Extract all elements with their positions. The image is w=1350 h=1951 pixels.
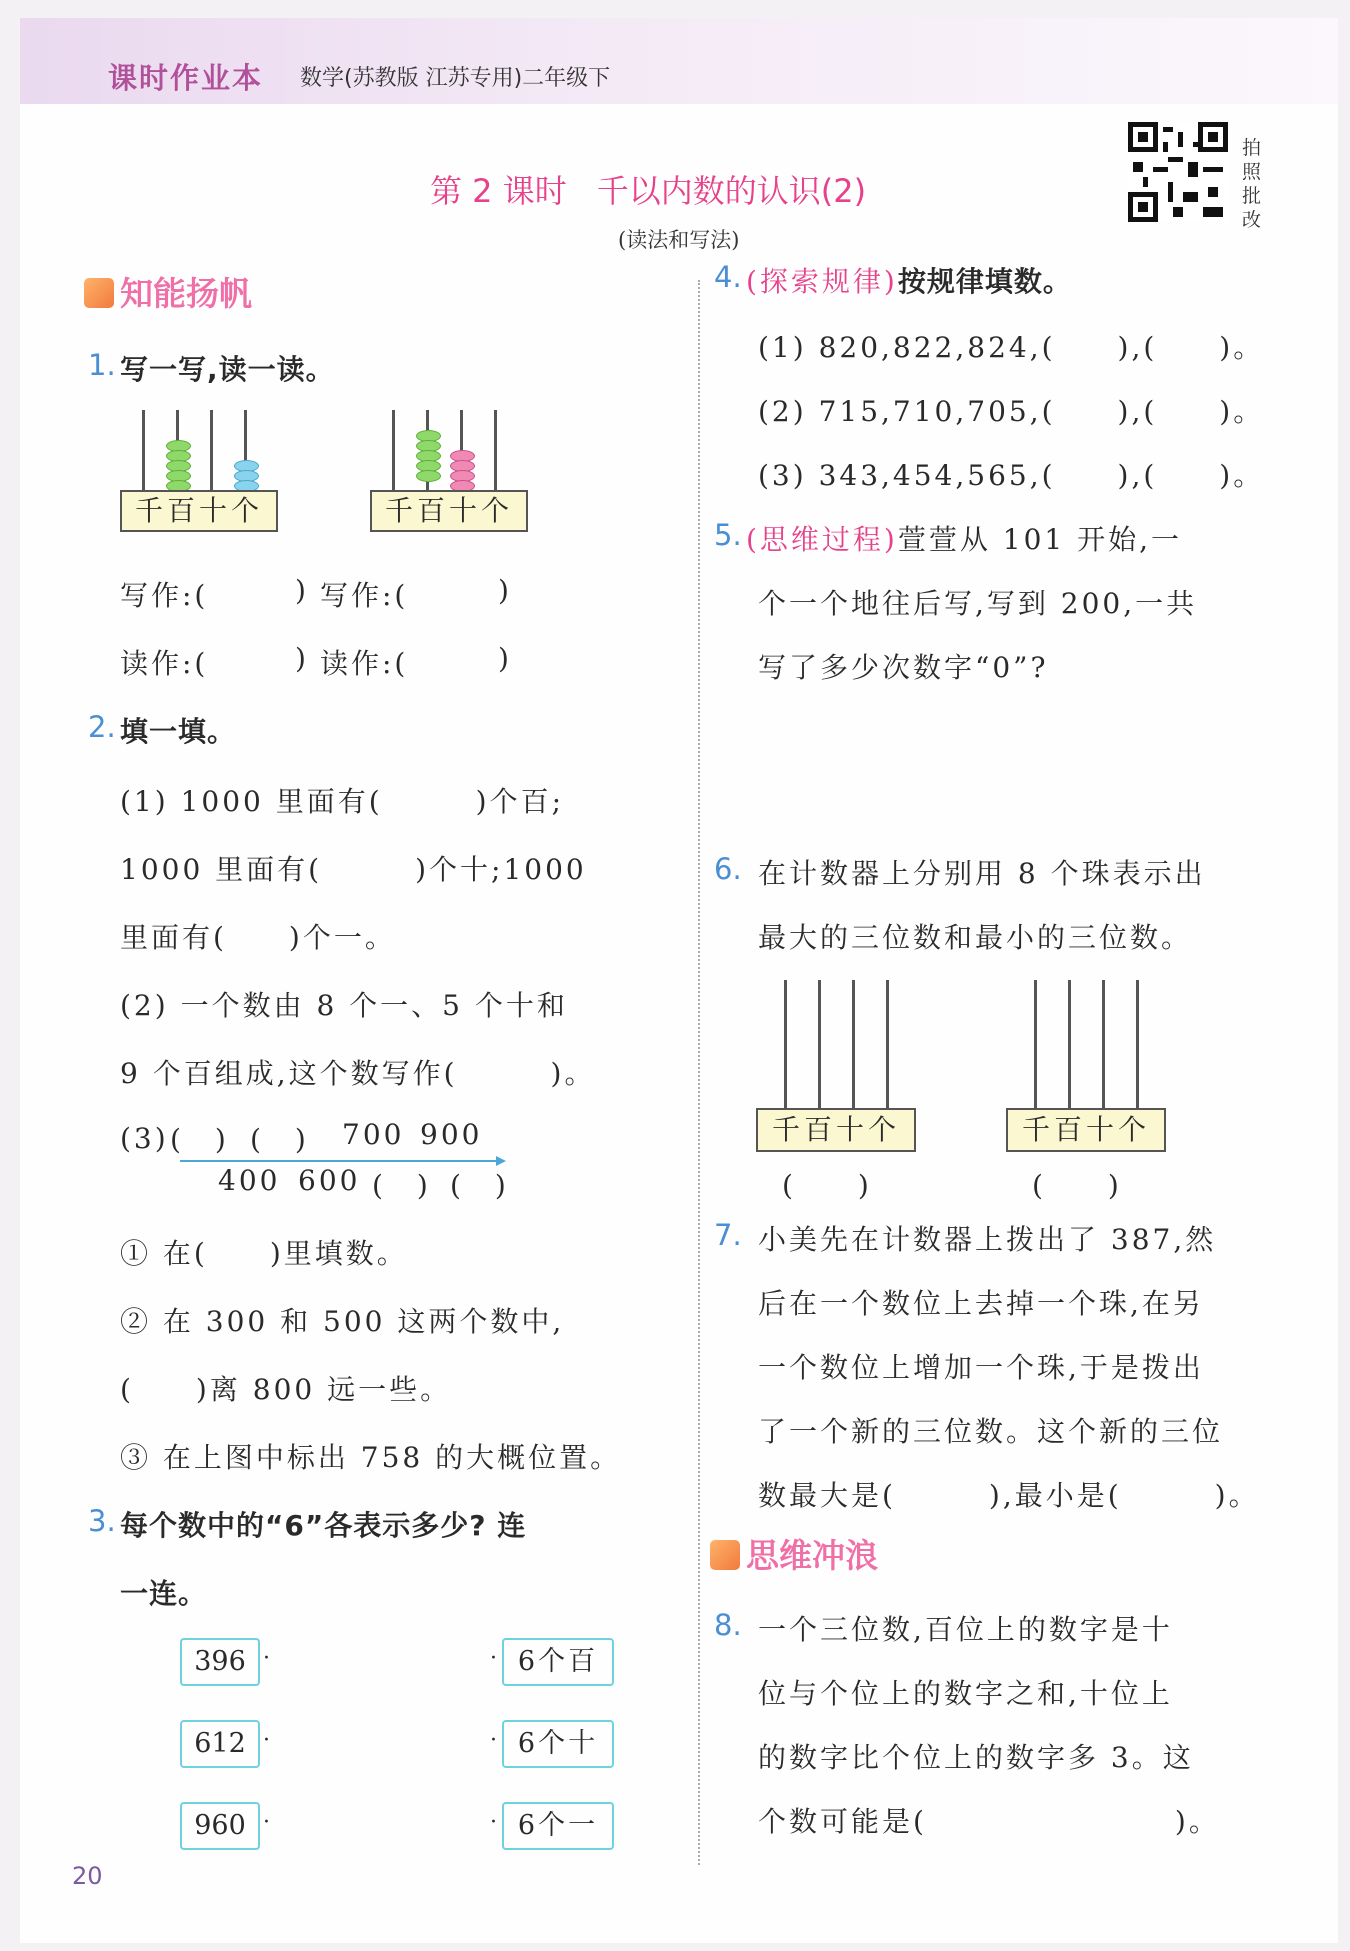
- lesson-subtitle: (读法和写法): [618, 228, 740, 252]
- q6-line-2: 最大的三位数和最小的三位数。: [758, 921, 1193, 954]
- lesson-number: 第 2 课时: [430, 172, 567, 210]
- abacus-rod: [818, 980, 821, 1108]
- q4-text: 按规律填数。: [897, 265, 1072, 298]
- q2-prompt: 填一填。: [120, 715, 237, 748]
- number-line-bottom-label: 600: [298, 1164, 361, 1197]
- match-left-box[interactable]: 396: [180, 1638, 260, 1686]
- match-right-box[interactable]: 6个一: [502, 1802, 614, 1850]
- abacus-rod: [1102, 980, 1105, 1108]
- q5-text: 萱萱从 101 开始,一: [897, 523, 1183, 556]
- q2-step-1: ① 在( )里填数。: [120, 1237, 408, 1270]
- q1-write-2-close: ): [498, 574, 512, 607]
- abacus-base-label: 千百十个: [756, 1108, 916, 1152]
- q1-prompt: 写一写,读一读。: [120, 353, 335, 386]
- number-line-top-label: 900: [420, 1118, 483, 1151]
- q5-number: 5.: [714, 518, 742, 552]
- q2-step-3: ③ 在上图中标出 758 的大概位置。: [120, 1441, 622, 1474]
- q2-line: (2) 一个数由 8 个一、5 个十和: [120, 989, 568, 1022]
- q1-number: 1.: [88, 348, 116, 382]
- match-dot[interactable]: ·: [490, 1810, 497, 1835]
- q7-line: 一个数位上增加一个珠,于是拨出: [758, 1351, 1204, 1384]
- q8-line: 的数字比个位上的数字多 3。这: [758, 1741, 1194, 1774]
- q7-line: 了一个新的三位数。这个新的三位: [758, 1415, 1224, 1448]
- q5-line-2: 个一个地往后写,写到 200,一共: [758, 587, 1198, 620]
- match-left-box[interactable]: 612: [180, 1720, 260, 1768]
- q8-line: 一个三位数,百位上的数字是十: [758, 1613, 1173, 1646]
- abacus-base-label: 千百十个: [120, 490, 278, 532]
- abacus-rod: [494, 410, 497, 490]
- q2-line: 里面有( )个一。: [120, 921, 396, 954]
- abacus-rod: [210, 410, 213, 490]
- bead-green: [416, 470, 441, 482]
- q2-step-2: ② 在 300 和 500 这两个数中,: [120, 1305, 565, 1338]
- number-line-bottom-label: ( ): [450, 1169, 509, 1202]
- q2-line: 1000 里面有( )个十;1000: [120, 853, 587, 886]
- match-dot[interactable]: ·: [490, 1646, 497, 1671]
- q4-line: (2) 715,710,705,( ),( )。: [758, 395, 1265, 428]
- q1-read-1: 读作:(: [120, 647, 209, 680]
- qr-code-icon[interactable]: [1128, 122, 1228, 222]
- q7-line: 数最大是( ),最小是( )。: [758, 1479, 1260, 1512]
- abacus-rod: [392, 410, 395, 490]
- header-band: [20, 18, 1338, 104]
- q4-tag: (探索规律): [746, 265, 898, 298]
- q7-line: 后在一个数位上去掉一个珠,在另: [758, 1287, 1204, 1320]
- q6-line-1: 在计数器上分别用 8 个珠表示出: [758, 857, 1206, 890]
- q1-write-1-close: ): [295, 574, 309, 607]
- abacus-rod: [784, 980, 787, 1108]
- abacus-base-label: 千百十个: [1006, 1108, 1166, 1152]
- section-label: 思维冲浪: [746, 1536, 878, 1575]
- abacus-rod: [142, 410, 145, 490]
- match-right-box[interactable]: 6个百: [502, 1638, 614, 1686]
- abacus-rod: [1068, 980, 1071, 1108]
- brand-title: 课时作业本: [108, 61, 264, 95]
- number-line-top-label: ( ): [170, 1123, 229, 1156]
- q1-write-2: 写作:(: [320, 579, 409, 612]
- match-dot[interactable]: ·: [263, 1728, 270, 1753]
- sail-icon: [84, 278, 114, 308]
- abacus-2: [370, 410, 524, 530]
- q3-number: 3.: [88, 1504, 116, 1538]
- empty-abacus-2[interactable]: [1006, 980, 1166, 1150]
- workbook-page: [20, 18, 1338, 1943]
- q2-part3-label: (3): [120, 1122, 169, 1155]
- section-label: 知能扬帆: [120, 274, 252, 313]
- number-line-top-label: 700: [342, 1118, 405, 1151]
- q7-number: 7.: [714, 1218, 742, 1252]
- abacus-1: [120, 410, 274, 530]
- q3-prompt-2: 一连。: [120, 1577, 208, 1610]
- empty-abacus-1[interactable]: [756, 980, 916, 1150]
- q2-line: (1) 1000 里面有( )个百;: [120, 785, 565, 818]
- q5-line-3: 写了多少次数字“0”?: [758, 651, 1049, 684]
- number-line-bottom-label: 400: [218, 1164, 281, 1197]
- q8-line: 个数可能是( )。: [758, 1805, 1220, 1838]
- q8-line: 位与个位上的数字之和,十位上: [758, 1677, 1173, 1710]
- match-dot[interactable]: ·: [490, 1728, 497, 1753]
- q4-number: 4.: [714, 260, 742, 294]
- q6-answer-blank-2[interactable]: ( ): [1032, 1169, 1122, 1202]
- q6-number: 6.: [714, 852, 742, 886]
- q2-number: 2.: [88, 710, 116, 744]
- match-right-box[interactable]: 6个十: [502, 1720, 614, 1768]
- column-divider: [698, 280, 700, 1865]
- lesson-title: [430, 166, 896, 212]
- q3-prompt: 每个数中的“6”各表示多少? 连: [120, 1509, 527, 1542]
- q5-line-1: [746, 518, 1182, 558]
- abacus-rod: [886, 980, 889, 1108]
- q5-tag: (思维过程): [746, 523, 898, 556]
- qr-caption: 拍照批改: [1242, 137, 1262, 231]
- number-line-top-label: ( ): [250, 1123, 309, 1156]
- q4-line: (3) 343,454,565,( ),( )。: [758, 459, 1265, 492]
- match-left-box[interactable]: 960: [180, 1802, 260, 1850]
- q6-answer-blank-1[interactable]: ( ): [782, 1169, 872, 1202]
- abacus-rod: [1136, 980, 1139, 1108]
- abacus-base-label: 千百十个: [370, 490, 528, 532]
- q1-read-1-close: ): [295, 642, 309, 675]
- q4-prompt: [746, 260, 1072, 300]
- number-line-bottom-label: ( ): [372, 1169, 431, 1202]
- lesson-topic: 千以内数的认识(2): [596, 172, 867, 210]
- q7-line: 小美先在计数器上拨出了 387,然: [758, 1223, 1217, 1256]
- q4-line: (1) 820,822,824,( ),( )。: [758, 331, 1265, 364]
- section-heading-1: [84, 268, 252, 315]
- q1-read-2-close: ): [498, 642, 512, 675]
- q1-write-1: 写作:(: [120, 579, 209, 612]
- match-dot[interactable]: ·: [263, 1810, 270, 1835]
- q2-step-2b: ( )离 800 远一些。: [120, 1373, 452, 1406]
- abacus-rod: [852, 980, 855, 1108]
- match-dot[interactable]: ·: [263, 1646, 270, 1671]
- q8-number: 8.: [714, 1608, 742, 1642]
- abacus-rod: [1034, 980, 1037, 1108]
- section-heading-2: [710, 1530, 878, 1577]
- page-number: 20: [72, 1862, 103, 1890]
- q2-line: 9 个百组成,这个数写作( )。: [120, 1057, 596, 1090]
- q1-read-2: 读作:(: [320, 647, 409, 680]
- subject-line: 数学(苏教版 江苏专用)二年级下: [300, 66, 611, 91]
- wave-icon: [710, 1540, 740, 1570]
